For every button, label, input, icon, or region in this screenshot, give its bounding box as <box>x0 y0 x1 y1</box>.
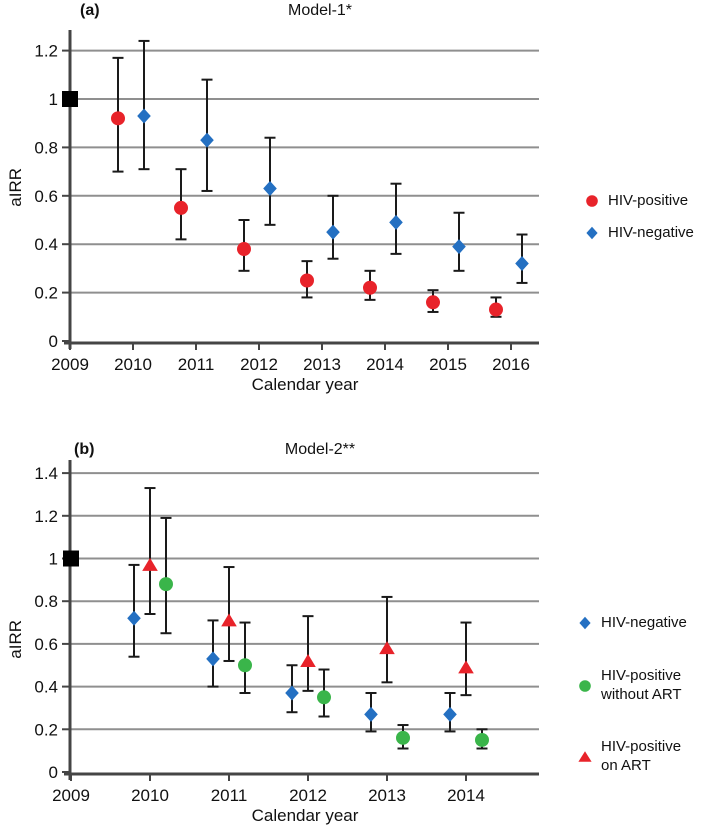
data-point-marker <box>443 707 457 722</box>
x-tick-label: 2010 <box>131 786 169 805</box>
x-tick-label: 2013 <box>303 355 341 374</box>
data-point-marker <box>452 239 466 254</box>
x-tick-label: 2011 <box>210 786 248 805</box>
y-tick-label: 0.6 <box>34 186 58 206</box>
reference-marker <box>62 91 78 107</box>
data-point-marker <box>263 181 277 196</box>
x-tick-label: 2012 <box>240 355 278 374</box>
y-tick-label: 1 <box>48 90 58 109</box>
data-point-marker <box>238 658 252 672</box>
legend-label: HIV-negative <box>601 614 687 631</box>
x-tick-label: 2009 <box>52 786 90 805</box>
legend-item <box>577 667 687 705</box>
y-tick-label: 0.2 <box>34 720 58 740</box>
panel-b-plot <box>34 460 539 805</box>
legend-marker-shape <box>586 227 597 240</box>
y-tick-label: 1.2 <box>34 506 58 526</box>
legend-marker-shape <box>579 617 590 630</box>
legend-label: HIV-positive on ART <box>601 738 682 774</box>
data-point-marker <box>137 108 151 123</box>
legend-label: HIV-negative <box>608 223 694 241</box>
legend-item <box>584 192 694 211</box>
x-tick-label: 2014 <box>447 786 485 805</box>
panel-a-title: Model-1* <box>287 2 353 19</box>
panel-a-legend <box>584 192 694 243</box>
data-point-marker <box>389 215 403 230</box>
panel-a-x-axis-title: Calendar year <box>251 375 359 394</box>
triangle-legend-marker-icon <box>577 749 593 765</box>
y-tick-label: 0.8 <box>34 592 58 612</box>
y-tick-label: 0.8 <box>34 138 58 158</box>
data-point-marker <box>127 611 141 626</box>
panel-a-plot <box>34 30 539 374</box>
data-point-marker <box>363 281 377 295</box>
y-tick-label: 0.4 <box>34 677 58 697</box>
y-tick-label: 1 <box>48 549 58 569</box>
x-tick-label: 2016 <box>492 355 530 374</box>
x-tick-label: 2013 <box>368 786 406 805</box>
y-tick-label: 1.2 <box>34 41 58 61</box>
panel-a-label: (a) <box>80 2 100 19</box>
x-tick-label: 2012 <box>289 786 327 805</box>
data-point-marker <box>200 133 214 148</box>
legend-item <box>577 738 687 776</box>
data-point-marker <box>111 111 125 125</box>
y-tick-label: 0.6 <box>34 634 58 654</box>
y-tick-label: 0.2 <box>34 283 58 303</box>
data-point-marker <box>300 654 316 667</box>
panel-b-y-axis-title: aIRR <box>6 620 25 659</box>
x-tick-label: 2011 <box>177 355 215 374</box>
data-point-marker <box>285 686 299 701</box>
data-point-marker <box>326 225 340 240</box>
y-tick-label: 0.4 <box>34 235 58 255</box>
y-tick-label: 0 <box>48 332 58 351</box>
data-point-marker <box>237 242 251 256</box>
data-point-marker <box>489 303 503 317</box>
legend-label: HIV-positive <box>608 192 689 209</box>
x-tick-label: 2010 <box>114 355 152 374</box>
legend-marker-shape <box>586 196 598 208</box>
panel-b-title: Model-2** <box>284 441 356 458</box>
circle-legend-marker-icon <box>577 678 593 694</box>
x-tick-label: 2009 <box>51 355 89 374</box>
data-point-marker <box>142 558 158 571</box>
panel-b-label: (b) <box>74 441 95 458</box>
legend-item <box>577 614 687 633</box>
data-point-marker <box>221 613 237 626</box>
data-point-marker <box>458 660 474 673</box>
data-point-marker <box>515 256 529 271</box>
panel-a-y-axis-title: aIRR <box>6 168 25 207</box>
legend-item <box>584 224 694 243</box>
data-point-marker <box>396 731 410 745</box>
data-point-marker <box>159 577 173 591</box>
x-tick-label: 2015 <box>429 355 467 374</box>
x-tick-label: 2014 <box>366 355 404 374</box>
data-point-marker <box>206 651 220 666</box>
data-point-marker <box>300 274 314 288</box>
legend-label: HIV-positive without ART <box>601 666 682 703</box>
data-point-marker <box>426 295 440 309</box>
data-point-marker <box>475 733 489 747</box>
legend-marker-shape <box>579 680 591 692</box>
y-tick-label: 0 <box>48 763 58 782</box>
y-tick-label: 1.4 <box>34 464 58 484</box>
panel-b-legend <box>577 614 687 776</box>
data-point-marker <box>317 690 331 704</box>
legend-marker-shape <box>578 751 591 762</box>
panel-b-x-axis-title: Calendar year <box>251 806 359 825</box>
data-point-marker <box>364 707 378 722</box>
data-point-marker <box>174 201 188 215</box>
diamond-legend-marker-icon <box>584 225 600 241</box>
circle-legend-marker-icon <box>584 193 600 209</box>
reference-marker <box>63 551 79 567</box>
diamond-legend-marker-icon <box>577 615 593 631</box>
